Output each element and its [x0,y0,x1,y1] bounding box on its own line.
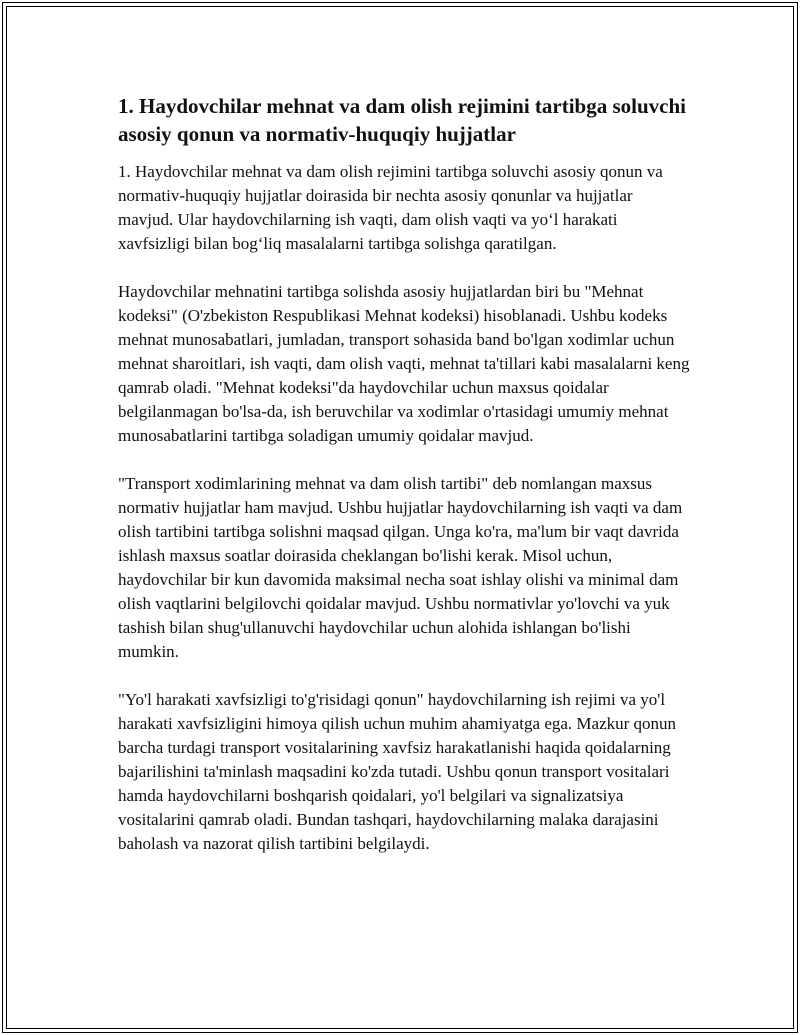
paragraph-transport-regulations: "Transport xodimlarining mehnat va dam olish tartibi" deb nomlangan maxsus normativ hujjatlar ham mavjud. Ushbu hujjatlar haydovchilarning ish vaqti va dam olish tartibini tartibga solishni maqsad qilgan. Unga ko'ra, ma'lum bir vaqt davrida ishlash maxsus soatlar doirasida cheklangan bo'lishi kerak. Misol uchun, haydovchilar bir kun davomida maksimal necha soat ishlay olishi va minimal dam olish vaqtlarini belgilovchi qoidalar mavjud. Ushbu normativlar yo'lovchi va yuk tashish bilan shug'ullanuvchi haydovchilar uchun alohida ishlangan bo'lishi mumkin. [118,474,683,661]
document-heading: 1. Haydovchilar mehnat va dam olish rejimini tartibga soluvchi asosiy qonun va normativ-huquqiy hujjatlar [118,94,687,146]
paragraph-road-safety-law: "Yo'l harakati xavfsizligi to'g'risidagi qonun" haydovchilarning ish rejimi va yo'l harakati xavfsizligini himoya qilish uchun muhim ahamiyatga ega. Mazkur qonun barcha turdagi transport vositalarining xavfsiz harakatlanishi haqida qoidalarning bajarilishini ta'minlash maqsadini ko'zda tutadi. Ushbu qonun transport vositalari hamda haydovchilarni boshqarish qoidalari, yo'l belgilari va signalizatsiya vositalarini qamrab oladi. Bundan tashqari, haydovchilarning malaka darajasini baholash va nazorat qilish tartibini belgilaydi. [118,690,677,853]
paragraph-intro: 1. Haydovchilar mehnat va dam olish rejimini tartibga soluvchi asosiy qonun va normativ-huquqiy hujjatlar doirasida bir nechta asosiy qonunlar va hujjatlar mavjud. Ular haydovchilarning ish vaqti, dam olish vaqti va yo‘l harakati xavfsizligi bilan bog‘liq masalalarni tartibga solishga qaratilgan. [118,162,663,253]
document-body [118,92,690,856]
paragraph-labor-code: Haydovchilar mehnatini tartibga solishda asosiy hujjatlardan biri bu "Mehnat kodeksi" (O'zbekiston Respublikasi Mehnat kodeksi) hisoblanadi. Ushbu kodeks mehnat munosabatlari, jumladan, transport sohasida band bo'lgan xodimlar uchun mehnat sharoitlari, ish vaqti, dam olish vaqti, mehnat ta'tillari kabi masalalarni keng qamrab oladi. "Mehnat kodeksi"da haydovchilar uchun maxsus qoidalar belgilanmagan bo'lsa-da, ish beruvchilar va xodimlar o'rtasidagi umumiy mehnat munosabatlarini tartibga soladigan umumiy qoidalar mavjud. [118,282,690,445]
